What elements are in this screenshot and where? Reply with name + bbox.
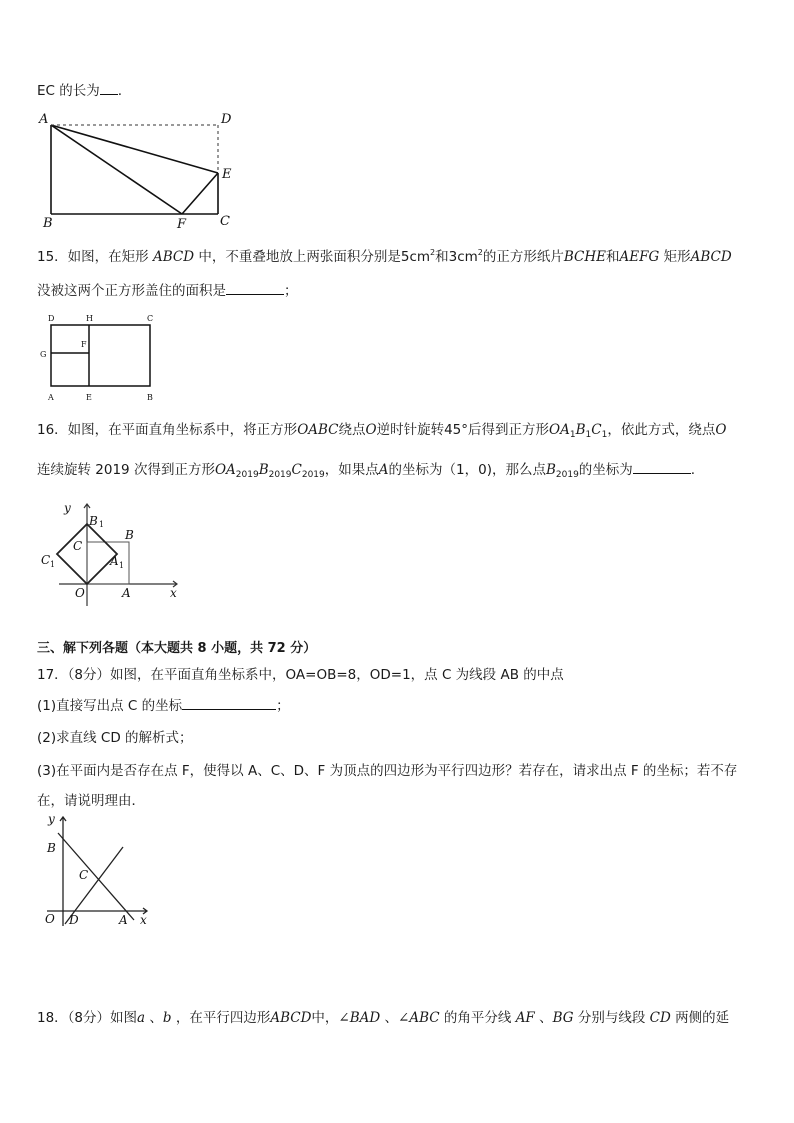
math: O (365, 422, 377, 438)
subscript: 2019 (235, 470, 259, 480)
label-c1: C (41, 553, 51, 567)
label-x: x (170, 586, 177, 600)
subscript: 2019 (555, 470, 579, 480)
math: ∠ABC (398, 1010, 440, 1026)
segment-fe (182, 173, 218, 214)
math: B (575, 422, 586, 438)
text: 、 (145, 1010, 163, 1026)
label-d: D (69, 913, 79, 927)
text: 的角平分线 (439, 1010, 516, 1026)
q15-figure (37, 312, 162, 404)
math: C (291, 462, 302, 478)
q17-part1 (37, 697, 290, 715)
q14-figure (37, 108, 247, 230)
math: AEFG (619, 249, 660, 265)
text: 矩形 (659, 249, 691, 265)
text: 连续旋转 2019 次得到正方形 (37, 462, 215, 478)
q15-line1 (37, 244, 732, 266)
math: ABCD (152, 249, 195, 265)
math: OABC (297, 422, 339, 438)
text: ，在平行四边形 (171, 1010, 271, 1026)
text: 18．（8分）如图 (37, 1010, 138, 1026)
q16-figure (37, 498, 187, 610)
label-y: y (48, 812, 55, 826)
math: A (378, 462, 389, 478)
text: 绕点 (338, 422, 366, 438)
math: BCHE (563, 249, 607, 265)
label-c: C (147, 314, 154, 323)
q14-period: . (117, 83, 123, 99)
label-a1: A (110, 554, 119, 568)
answer-blank (182, 697, 276, 710)
label-g: G (40, 350, 47, 359)
q17-part3-cont: 在，请说明理由． (37, 793, 145, 809)
q18-line1 (37, 1009, 729, 1027)
math: ∠BAD (338, 1010, 381, 1026)
q15-line2 (37, 282, 298, 300)
label-c1-sub: 1 (50, 560, 56, 569)
rectangle-abcd (51, 325, 150, 386)
label-b1: B (89, 514, 98, 528)
text: 中， (311, 1010, 339, 1026)
label-a: A (122, 586, 131, 600)
answer-blank (226, 282, 284, 295)
math: OA (549, 422, 570, 438)
math: O (715, 422, 727, 438)
text: 的坐标为 (578, 462, 633, 478)
text: 后得到正方形 (468, 422, 550, 438)
math: B (258, 462, 269, 478)
text: 没被这两个正方形盖住的面积是 (37, 283, 226, 299)
q16-line2 (37, 461, 695, 484)
text: 分别与线段 (573, 1010, 650, 1026)
label-a1-sub: 1 (119, 561, 125, 570)
value: 3cm (448, 249, 478, 265)
math: b (162, 1010, 172, 1026)
label-o: O (75, 586, 85, 600)
value: 45° (444, 422, 469, 438)
label-a: A (48, 393, 54, 402)
superscript: 2 (477, 248, 483, 257)
subscript: 1 (585, 430, 592, 440)
line-ab (58, 833, 134, 920)
label-a: A (39, 112, 49, 127)
text: ，依此方式，绕点 (607, 422, 716, 438)
text: 和 (606, 249, 620, 265)
q17-stem: 17．（8分）如图，在平面直角坐标系中，OA=OB=8，OD=1，点 C 为线段 AB 的中点 (37, 667, 564, 683)
text: ，如果点 (324, 462, 379, 478)
label-a: A (119, 913, 128, 927)
text: 和 (435, 249, 449, 265)
label-c: C (79, 868, 89, 882)
subscript: 1 (569, 430, 576, 440)
section-title: 三、解下列各题（本大题共 8 小题，共 72 分） (37, 641, 317, 656)
math: OA (214, 462, 236, 478)
answer-blank (100, 82, 118, 95)
text: 、 (534, 1010, 553, 1026)
subscript: 2019 (268, 470, 292, 480)
text: 、 (380, 1010, 399, 1026)
segment-af (51, 125, 182, 214)
text: ； (284, 283, 298, 299)
subscript: 2019 (301, 470, 325, 480)
label-o: O (45, 912, 55, 926)
label-c: C (220, 214, 230, 229)
q17-figure (37, 812, 157, 930)
math: a (137, 1010, 146, 1026)
label-f: F (177, 217, 187, 230)
segment-ae (51, 125, 218, 173)
label-d: D (221, 112, 232, 127)
q17-part2: (2)求直线 CD 的解析式； (37, 730, 193, 746)
q14-text (37, 82, 122, 100)
q16-line1 (37, 421, 726, 444)
text: ； (276, 698, 290, 714)
value: 5cm (400, 249, 431, 265)
text: 的坐标为（1，0)，那么点 (388, 462, 546, 478)
label-b1-sub: 1 (99, 520, 105, 529)
label-c: C (73, 539, 83, 553)
label-b: B (43, 216, 53, 230)
label-h: H (86, 314, 93, 323)
label-b: B (147, 393, 153, 402)
q14-tail: EC 的长为 (37, 83, 100, 99)
math: ABCD (270, 1010, 312, 1026)
math: C (591, 422, 602, 438)
label-y: y (64, 501, 71, 515)
label-e: E (222, 167, 232, 182)
label-e: E (86, 393, 92, 402)
label-x: x (140, 913, 147, 927)
text: 的正方形纸片 (482, 249, 564, 265)
math: CD (649, 1010, 671, 1026)
math: B (545, 462, 556, 478)
text: (1)直接写出点 C 的坐标 (37, 698, 183, 714)
label-f: F (81, 340, 87, 349)
q17-part3: (3)在平面内是否存在点 F，使得以 A、C、D、F 为顶点的四边形为平行四边形？若存在，请求出点 F 的坐标；若不存 (37, 763, 738, 779)
text: 中，不重叠地放上两张面积分别是 (194, 249, 401, 265)
answer-blank (633, 461, 691, 474)
text: 16．如图，在平面直角坐标系中，将正方形 (37, 422, 298, 438)
math: BG (552, 1010, 574, 1026)
superscript: 2 (430, 248, 436, 257)
math: AF (515, 1010, 535, 1026)
subscript: 1 (601, 430, 608, 440)
math: ABCD (690, 249, 732, 265)
text: 15．如图，在矩形 (37, 249, 153, 265)
label-b: B (125, 528, 134, 542)
text: 逆时针旋转 (376, 422, 445, 438)
label-d: D (48, 314, 55, 323)
text: . (690, 462, 696, 478)
text: 两侧的延 (670, 1010, 730, 1026)
label-b: B (47, 841, 56, 855)
